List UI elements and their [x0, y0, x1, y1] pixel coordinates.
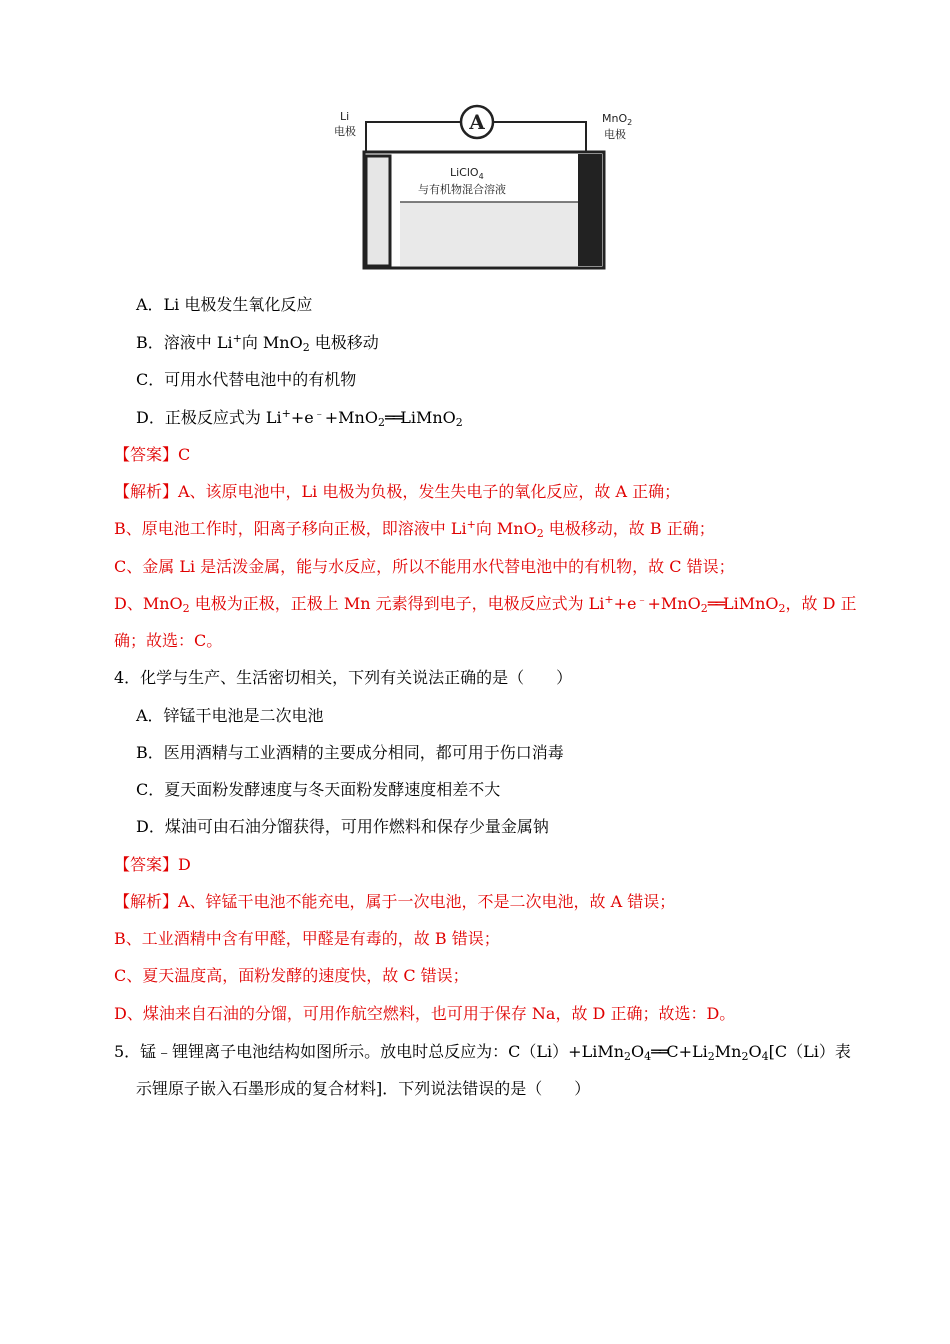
q5-stem-line-2: 示锂原子嵌入石墨形成的复合材料]．下列说法错误的是（ ） — [136, 1079, 591, 1098]
li-electrode-label: 电极 — [334, 125, 356, 138]
q3-option-d: D．正极反应式为 Li++e﹣+MnO$_2$══LiMnO$_2$ — [136, 407, 463, 429]
q4-explanation-4: D、煤油来自石油的分馏，可用作航空燃料，也可用于保存 Na，故 D 正确；故选：D。 — [114, 1004, 736, 1023]
battery-diagram — [320, 100, 650, 275]
q4-option-c: C．夏天面粉发酵速度与冬天面粉发酵速度相差不大 — [136, 780, 501, 799]
ammeter-label: A — [469, 110, 485, 134]
q4-option-a: A．锌锰干电池是二次电池 — [136, 706, 324, 725]
q3-explanation-3: C、金属 Li 是活泼金属，能与水反应，所以不能用水代替电池中的有机物，故 C 错误； — [114, 557, 735, 576]
q3-option-c: C．可用水代替电池中的有机物 — [136, 370, 357, 389]
q4-explanation-3: C、夏天温度高，面粉发酵的速度快，故 C 错误； — [114, 966, 469, 985]
li-label: Li — [340, 110, 350, 123]
q4-explanation-1: 【解析】A、锌锰干电池不能充电，属于一次电池，不是二次电池，故 A 错误； — [114, 892, 676, 911]
q4-option-d: D．煤油可由石油分馏获得，可用作燃料和保存少量金属钠 — [136, 817, 549, 836]
electrolyte-desc: 与有机物混合溶液 — [418, 183, 506, 196]
solution-level — [400, 202, 578, 266]
q4-option-b: B．医用酒精与工业酒精的主要成分相同，都可用于伤口消毒 — [136, 743, 564, 762]
li-electrode — [366, 156, 390, 266]
q3-explanation-2: B、原电池工作时，阳离子移向正极，即溶液中 Li+向 MnO$_2$ 电极移动，故 B 正确； — [114, 518, 715, 540]
q3-option-b: B．溶液中 Li+向 MnO$_2$ 电极移动 — [136, 332, 379, 354]
q4-stem: 4．化学与生产、生活密切相关，下列有关说法正确的是（ ） — [114, 668, 573, 687]
q4-explanation-2: B、工业酒精中含有甲醛，甲醛是有毒的，故 B 错误； — [114, 929, 500, 948]
q5-stem: 5．锰﹣锂锂离子电池结构如图所示。放电时总反应为：$C(Li)+LiMn_2O_4══C+Li_2Mn_2O_4[C(Li)$表 — [114, 1042, 851, 1063]
q3-explanation-5: 确；故选：C。 — [114, 631, 223, 650]
q3-option-a: A．Li 电极发生氧化反应 — [136, 295, 313, 314]
q3-answer: 【答案】C — [114, 445, 191, 464]
mno2-electrode-label: 电极 — [604, 128, 626, 141]
q3-explanation-1: 【解析】A、该原电池中，Li 电极为负极，发生失电子的氧化反应，故 A 正确； — [114, 482, 681, 501]
mno2-electrode — [578, 154, 602, 266]
mno2-label: MnO$_2$ — [602, 112, 633, 127]
electrolyte-formula: LiClO$_4$ — [450, 166, 484, 181]
q4-answer: 【答案】D — [114, 855, 191, 874]
q3-explanation-4: D、MnO$_2$ 电极为正极，正极上 Mn 元素得到电子，电极反应式为 Li++e﹣+MnO$_2$══LiMnO$_2$，故 D 正 — [114, 593, 857, 615]
